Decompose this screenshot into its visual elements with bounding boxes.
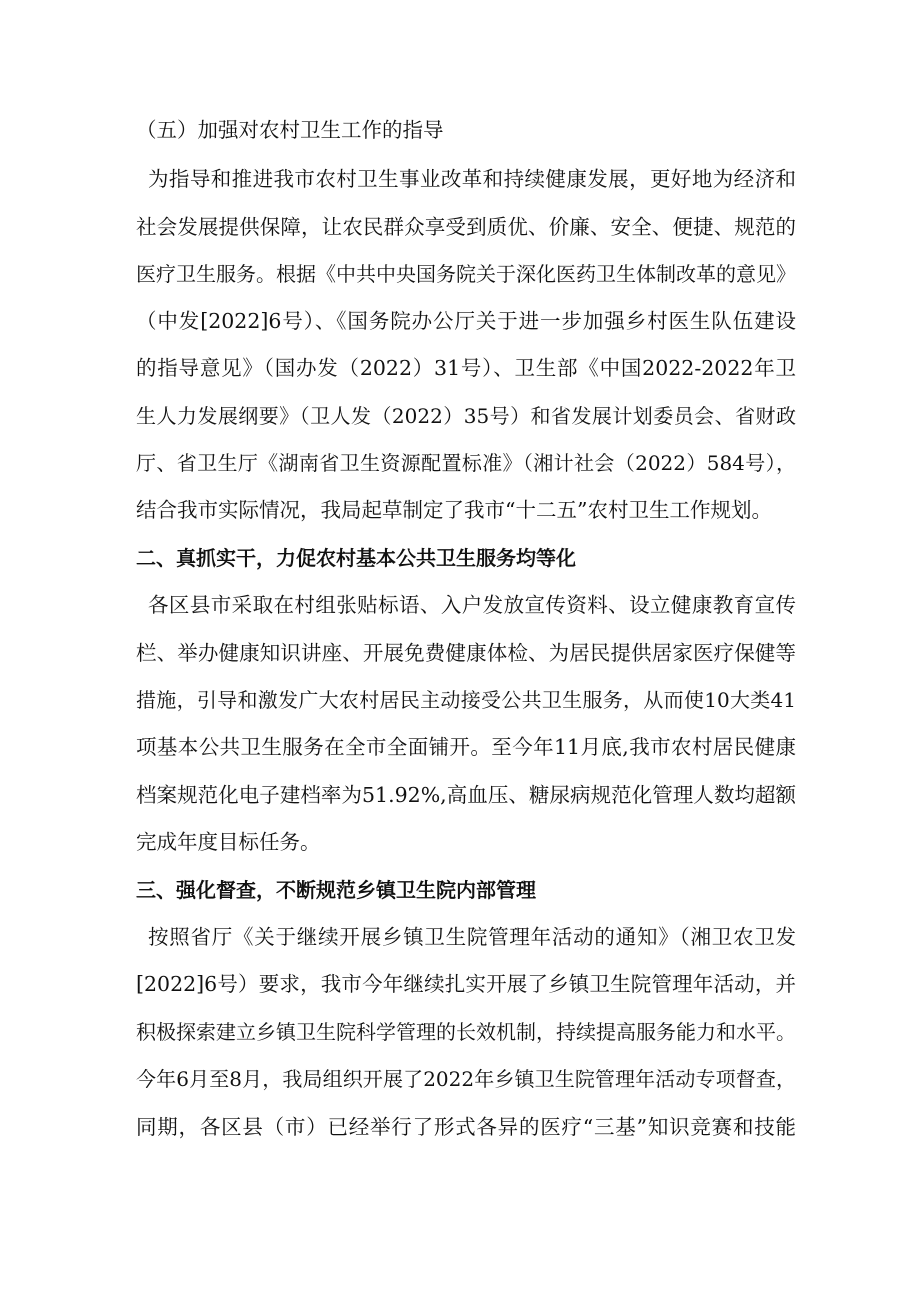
section-heading: 二、真抓实干，力促农村基本公共卫生服务均等化 [136, 546, 576, 570]
paragraph-line: 各区县市采取在村组张贴标语、入户发放宣传资料、设立健康教育宣传 [148, 593, 796, 617]
paragraph-line: 结合我市实际情况，我局起草制定了我市“十二五”农村卫生工作规划。 [136, 498, 772, 522]
paragraph-line: 为指导和推进我市农村卫生事业改革和持续健康发展，更好地为经济和 [148, 167, 796, 191]
paragraph-line: 今年6月至8月，我局组织开展了2022年乡镇卫生院管理年活动专项督查， [136, 1067, 796, 1091]
paragraph-line: 生人力发展纲要》（卫人发（2022）35号）和省发展计划委员会、省财政 [136, 404, 796, 428]
paragraph-line: 栏、举办健康知识讲座、开展免费健康体检、为居民提供居家医疗保健等 [136, 641, 796, 665]
subsection-heading: （五）加强对农村卫生工作的指导 [136, 118, 444, 142]
paragraph-line: 厅、省卫生厅《湖南省卫生资源配置标准》（湘计社会（2022）584号）， [136, 451, 796, 475]
paragraph-line: 按照省厅《关于继续开展乡镇卫生院管理年活动的通知》（湘卫农卫发 [148, 925, 796, 949]
paragraph-line: 项基本公共卫生服务在全市全面铺开。至今年11月底,我市农村居民健康 [136, 735, 796, 759]
paragraph-line: 社会发展提供保障，让农民群众享受到质优、价廉、安全、便捷、规范的 [136, 215, 796, 239]
paragraph-line: 措施，引导和激发广大农村居民主动接受公共卫生服务，从而使10大类41 [136, 688, 796, 712]
paragraph-line: 的指导意见》（国办发（2022）31号）、卫生部《中国2022-2022年卫 [136, 356, 796, 380]
paragraph-line: [2022]6号）要求，我市今年继续扎实开展了乡镇卫生院管理年活动，并 [136, 972, 796, 996]
paragraph-line: 同期，各区县（市）已经举行了形式各异的医疗“三基”知识竞赛和技能 [136, 1115, 796, 1139]
section-heading: 三、强化督查，不断规范乡镇卫生院内部管理 [136, 878, 536, 902]
paragraph-line: （中发[2022]6号）、《国务院办公厅关于进一步加强乡村医生队伍建设 [136, 309, 796, 333]
paragraph-line: 医疗卫生服务。根据《中共中央国务院关于深化医药卫生体制改革的意见》 [136, 262, 796, 286]
paragraph-line: 完成年度目标任务。 [136, 830, 321, 854]
paragraph-line: 积极探索建立乡镇卫生院科学管理的长效机制，持续提高服务能力和水平。 [136, 1020, 796, 1044]
paragraph-line: 档案规范化电子建档率为51.92%,高血压、糖尿病规范化管理人数均超额 [136, 783, 796, 807]
